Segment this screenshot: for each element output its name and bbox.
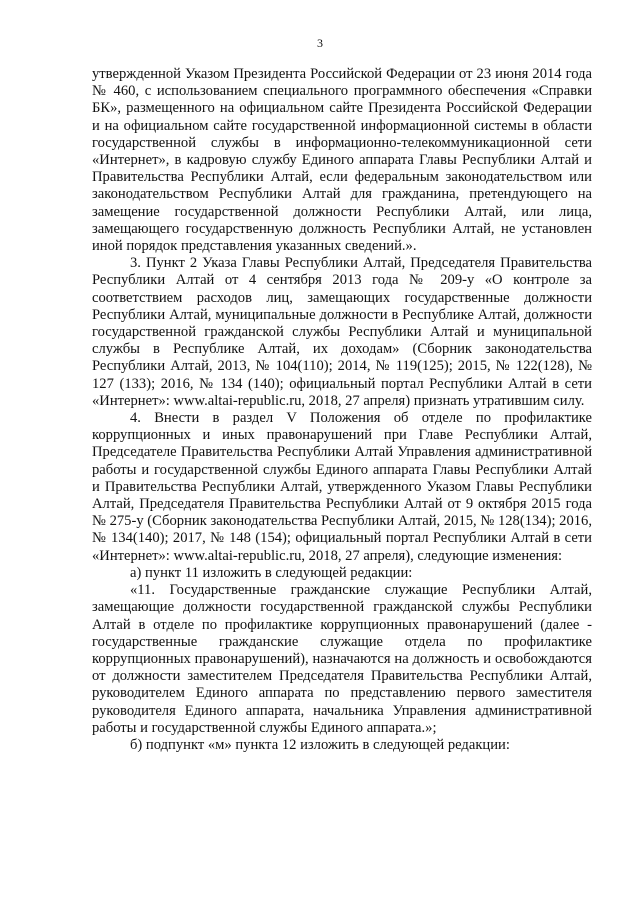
- paragraph-continuation: утвержденной Указом Президента Российской Федерации от 23 июня 2014 года № 460, с использованием специального программного обеспечения «Справки БК», размещенного на официальном сайте Президента Российской Федерации и на официальном сайте государственной информационной системы в области государственной службы в информационно-телекоммуникационной сети «Интернет», в кадровую службу Единого аппарата Главы Республики Алтай и Правительства Республики Алтай, если федеральным законодательством или законодательством Республики Алтай для гражданина, претендующего на замещение государственной должности Республики Алтай, или лица, замещающего государственную должность Республики Алтай, не установлен иной порядок представления указанных сведений.».: [92, 66, 592, 255]
- paragraph-clause-11: «11. Государственные гражданские служащие Республики Алтай, замещающие должности государственной гражданской службы Республики Алтай в отделе по профилактике коррупционных правонарушений (далее - государственные гражданские служащие отдела по профилактике коррупционных правонарушений), назначаются на должность и освобождаются от должности заместителем Председателя Правительства Республики Алтай, руководителем Единого аппарата по представлению первого заместителя руководителя Единого аппарата, начальника Управления административной работы и государственной службы Единого аппарата.»;: [92, 582, 592, 736]
- paragraph-subitem-a: а) пункт 11 изложить в следующей редакции:: [130, 564, 413, 581]
- paragraph-subitem-b: б) подпункт «м» пункта 12 изложить в следующей редакции:: [130, 736, 510, 753]
- document-body: [92, 66, 592, 754]
- paragraph-item-4: 4. Внести в раздел V Положения об отделе по профилактике коррупционных и иных правонарушений при Главе Республики Алтай, Председателе Правительства Республики Алтай Управления административной работы и государственной службы Единого аппарата Главы Республики Алтай и Правительства Республики Алтай, утвержденного Указом Главы Республики Алтай, Председателя Правительства Республики Алтай от 9 октября 2015 года № 275-у (Сборник законодательства Республики Алтай, 2015, № 128(134); 2016, № 134(140); 2017, № 148 (154); официальный портал Республики Алтай в сети «Интернет»: www.altai-republic.ru, 2018, 27 апреля), следующие изменения:: [92, 410, 592, 564]
- paragraph-item-3: 3. Пункт 2 Указа Главы Республики Алтай, Председателя Правительства Республики Алтай от 4 сентября 2013 года № 209-у «О контроле за соответствием расходов лиц, замещающих государственные должности Республики Алтай, муниципальные должности в Республике Алтай, должности государственной гражданской службы Республики Алтай и муниципальной службы в Республике Алтай, их доходам» (Сборник законодательства Республики Алтай, 2013, № 104(110); 2014, № 119(125); 2015, № 122(128), № 127 (133); 2016, № 134 (140); официальный портал Республики Алтай в сети «Интернет»: www.altai-republic.ru, 2018, 27 апреля) признать утратившим силу.: [92, 255, 592, 409]
- page-number: 3: [317, 36, 323, 50]
